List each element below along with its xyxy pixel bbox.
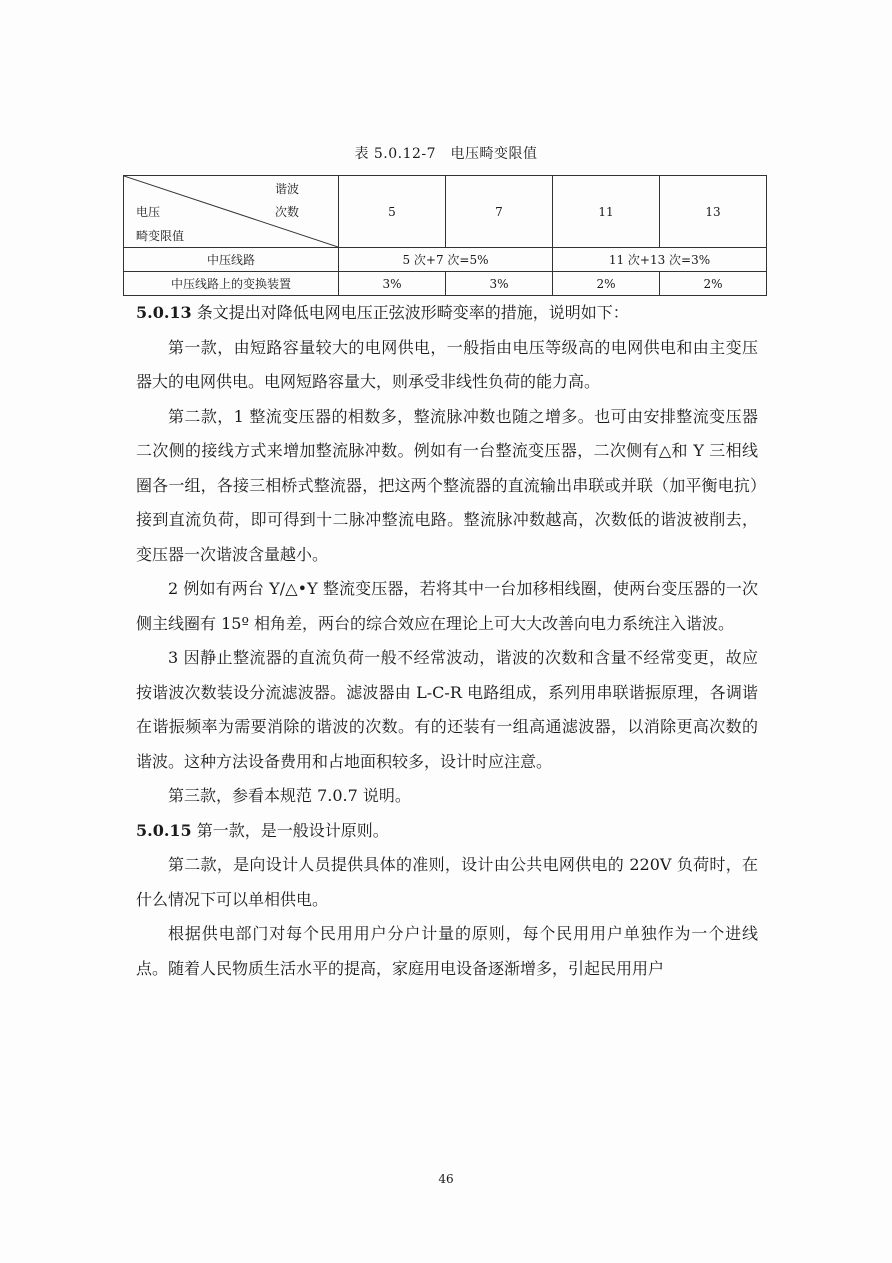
- row-label: 中压线路: [124, 248, 339, 272]
- merged-cell: 5 次+7 次=5%: [339, 248, 553, 272]
- clause-number: 5.0.15: [136, 820, 192, 840]
- row-label: 中压线路上的变换装置: [124, 272, 339, 296]
- diagonal-header-cell: [124, 176, 339, 248]
- header-harmonic-label: 谐波: [275, 182, 300, 196]
- body-text: [136, 296, 758, 986]
- clause-number: 5.0.13: [136, 303, 192, 322]
- voltage-distortion-table: [123, 175, 767, 296]
- header-voltage-label: 电压: [136, 205, 161, 219]
- paragraph: 根据供电部门对每个民用用户分户计量的原则，每个民用用户单独作为一个进线点。随着人民物质生活水平的提高，家庭用电设备逐渐增多，引起民用用户: [136, 924, 758, 978]
- table-cell: 3%: [446, 272, 553, 296]
- page-number: 46: [438, 1172, 454, 1186]
- paragraph: 第二款，是向设计人员提供具体的准则，设计由公共电网供电的 220V 负荷时，在什么情况下可以单相供电。: [136, 855, 758, 909]
- table-row: [124, 272, 767, 296]
- table-cell: 2%: [553, 272, 660, 296]
- paragraph: 第二款，1 整流变压器的相数多，整流脉冲数也随之增多。也可由安排整流变压器二次侧的接线方式来增加整流脉冲数。例如有一台整流变压器，二次侧有△和 Y 三相线圈各一组，各接三相桥式整流器，把这两个整流器的直流输出串联或并联（加平衡电抗）接到直流负荷，即可得到十二脉冲整流电路。整流脉冲数越高，次数低的谐波被削去，变压器一次谐波含量越小。: [136, 406, 758, 564]
- merged-cell: 11 次+13 次=3%: [553, 248, 767, 272]
- table-cell: 2%: [660, 272, 767, 296]
- header-col-11: 11: [553, 176, 660, 248]
- header-col-7: 7: [446, 176, 553, 248]
- header-col-13: 13: [660, 176, 767, 248]
- header-limit-label: 畸变限值: [136, 229, 185, 243]
- header-order-label: 次数: [275, 205, 300, 219]
- paragraph: 第三款，参看本规范 7.0.7 说明。: [168, 786, 411, 805]
- table-cell: 3%: [339, 272, 446, 296]
- paragraph: 2 例如有两台 Y/△•Y 整流变压器，若将其中一台加移相线圈，使两台变压器的一次侧主线圈有 15º 相角差，两台的综合效应在理论上可大大改善向电力系统注入谐波。: [136, 579, 758, 633]
- table-row: [124, 248, 767, 272]
- paragraph-5-0-15: 5.0.15 第一款，是一般设计原则。: [136, 820, 389, 840]
- paragraph-5-0-13: 5.0.13 条文提出对降低电网电压正弦波形畸变率的措施，说明如下：: [136, 303, 629, 322]
- paragraph: 第一款，由短路容量较大的电网供电，一般指由电压等级高的电网供电和由主变压器大的电网供电。电网短路容量大，则承受非线性负荷的能力高。: [136, 337, 758, 391]
- table-caption: 表 5.0.12-7 电压畸变限值: [354, 146, 538, 162]
- header-col-5: 5: [339, 176, 446, 248]
- table-header-row: [124, 176, 767, 248]
- paragraph: 3 因静止整流器的直流负荷一般不经常波动，谐波的次数和含量不经常变更，故应按谐波次数装设分流滤波器。滤波器由 L-C-R 电路组成，系列用串联谐振原理，各调谐在谐振频率为需要消除的谐波的次数。有的还装有一组高通滤波器，以消除更高次数的谐波。这种方法设备费用和占地面积较多，设计时应注意。: [136, 648, 758, 771]
